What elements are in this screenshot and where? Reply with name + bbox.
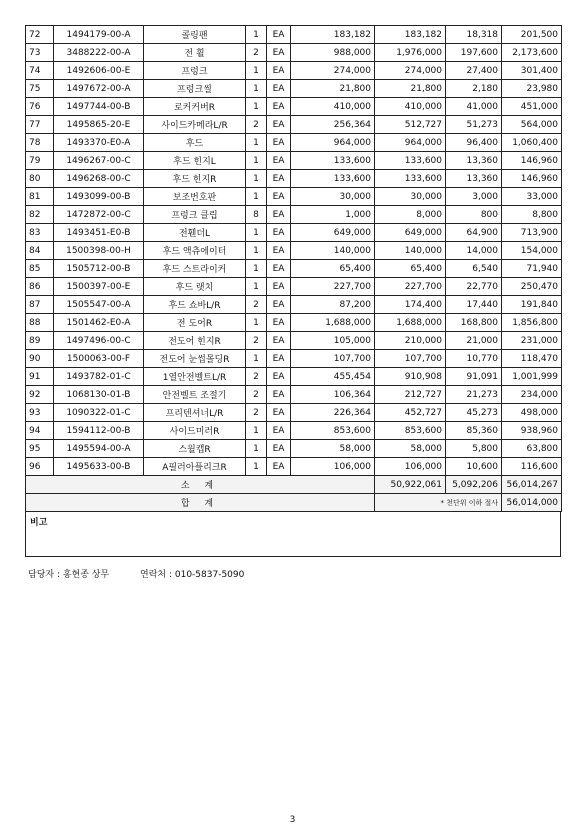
unit-price: 274,000 (291, 62, 375, 80)
quantity: 1 (246, 134, 267, 152)
row-number: 88 (26, 314, 54, 332)
quantity: 1 (246, 26, 267, 44)
table-row (26, 26, 562, 44)
rounding-note: * 천단위 이하 절사 (375, 494, 502, 512)
part-number: 1594112-00-B (54, 422, 144, 440)
quantity: 1 (246, 98, 267, 116)
row-number: 85 (26, 260, 54, 278)
quantity: 1 (246, 260, 267, 278)
unit-price: 256,364 (291, 116, 375, 134)
part-name: 사이드미러R (144, 422, 246, 440)
quantity: 1 (246, 80, 267, 98)
unit-price: 183,182 (291, 26, 375, 44)
part-number: 1505547-00-A (54, 296, 144, 314)
unit: EA (267, 242, 291, 260)
table-row (26, 368, 562, 386)
quantity: 2 (246, 386, 267, 404)
unit: EA (267, 440, 291, 458)
row-number: 94 (26, 422, 54, 440)
supply-amount: 174,400 (375, 296, 446, 314)
part-name: 후드 (144, 134, 246, 152)
quantity: 1 (246, 188, 267, 206)
table-row (26, 404, 562, 422)
unit: EA (267, 26, 291, 44)
unit-price: 227,700 (291, 278, 375, 296)
total-amount: 498,000 (502, 404, 562, 422)
total-amount: 250,470 (502, 278, 562, 296)
unit: EA (267, 188, 291, 206)
unit-price: 964,000 (291, 134, 375, 152)
row-number: 76 (26, 98, 54, 116)
quantity: 1 (246, 422, 267, 440)
subtotal-tax: 5,092,206 (446, 476, 502, 494)
quotation-sheet (25, 25, 561, 557)
table-row (26, 170, 562, 188)
table-row (26, 386, 562, 404)
part-number: 1068130-01-B (54, 386, 144, 404)
table-row (26, 314, 562, 332)
row-number: 86 (26, 278, 54, 296)
subtotal-amount: 50,922,061 (375, 476, 446, 494)
part-number: 1497496-00-C (54, 332, 144, 350)
unit-price: 107,700 (291, 350, 375, 368)
row-number: 79 (26, 152, 54, 170)
row-number: 96 (26, 458, 54, 476)
phone-number: 연락처 : 010-5837-5090 (140, 570, 245, 580)
tax-amount: 85,360 (446, 422, 502, 440)
part-number: 1472872-00-C (54, 206, 144, 224)
total-amount: 146,960 (502, 170, 562, 188)
unit: EA (267, 314, 291, 332)
supply-amount: 210,000 (375, 332, 446, 350)
part-number: 1496268-00-C (54, 170, 144, 188)
quantity: 1 (246, 62, 267, 80)
part-number: 1497672-00-A (54, 80, 144, 98)
supply-amount: 65,400 (375, 260, 446, 278)
table-row (26, 332, 562, 350)
part-number: 1500063-00-F (54, 350, 144, 368)
total-amount: 564,000 (502, 116, 562, 134)
subtotal-row (26, 476, 562, 494)
unit: EA (267, 458, 291, 476)
tax-amount: 14,000 (446, 242, 502, 260)
row-number: 74 (26, 62, 54, 80)
tax-amount: 45,273 (446, 404, 502, 422)
part-number: 1500398-00-H (54, 242, 144, 260)
total-amount: 451,000 (502, 98, 562, 116)
unit-price: 105,000 (291, 332, 375, 350)
tax-amount: 21,273 (446, 386, 502, 404)
supply-amount: 853,600 (375, 422, 446, 440)
quantity: 1 (246, 458, 267, 476)
unit: EA (267, 44, 291, 62)
tax-amount: 51,273 (446, 116, 502, 134)
supply-amount: 107,700 (375, 350, 446, 368)
quantity: 1 (246, 242, 267, 260)
table-row (26, 188, 562, 206)
unit: EA (267, 386, 291, 404)
unit-price: 455,454 (291, 368, 375, 386)
part-name: 프렁크씰 (144, 80, 246, 98)
row-number: 92 (26, 386, 54, 404)
total-amount: 146,960 (502, 152, 562, 170)
total-amount: 71,940 (502, 260, 562, 278)
quantity: 1 (246, 152, 267, 170)
row-number: 87 (26, 296, 54, 314)
unit: EA (267, 206, 291, 224)
unit-price: 106,000 (291, 458, 375, 476)
part-name: 전 도어R (144, 314, 246, 332)
part-number: 1495594-00-A (54, 440, 144, 458)
table-row (26, 296, 562, 314)
unit: EA (267, 296, 291, 314)
part-number: 1492606-00-E (54, 62, 144, 80)
contact-line (28, 567, 272, 580)
unit: EA (267, 80, 291, 98)
quantity: 1 (246, 278, 267, 296)
part-name: 전휀더L (144, 224, 246, 242)
part-name: 프리텐셔너L/R (144, 404, 246, 422)
part-name: 스윌캡R (144, 440, 246, 458)
quantity: 2 (246, 332, 267, 350)
part-name: 프렁크 (144, 62, 246, 80)
unit: EA (267, 134, 291, 152)
unit-price: 58,000 (291, 440, 375, 458)
unit-price: 133,600 (291, 170, 375, 188)
part-number: 1501462-E0-A (54, 314, 144, 332)
part-number: 1497744-00-B (54, 98, 144, 116)
unit: EA (267, 98, 291, 116)
unit-price: 140,000 (291, 242, 375, 260)
unit: EA (267, 62, 291, 80)
tax-amount: 5,800 (446, 440, 502, 458)
part-number: 1493451-E0-B (54, 224, 144, 242)
unit: EA (267, 368, 291, 386)
table-row (26, 350, 562, 368)
unit: EA (267, 152, 291, 170)
row-number: 93 (26, 404, 54, 422)
table-row (26, 224, 562, 242)
row-number: 83 (26, 224, 54, 242)
unit-price: 65,400 (291, 260, 375, 278)
unit: EA (267, 278, 291, 296)
parts-table-body (26, 26, 562, 476)
quantity: 2 (246, 44, 267, 62)
unit-price: 853,600 (291, 422, 375, 440)
part-number: 1493782-01-C (54, 368, 144, 386)
part-number: 1500397-00-E (54, 278, 144, 296)
unit: EA (267, 350, 291, 368)
part-name: 안전벨트 조절기 (144, 386, 246, 404)
part-number: 1493099-00-B (54, 188, 144, 206)
tax-amount: 3,000 (446, 188, 502, 206)
total-amount: 713,900 (502, 224, 562, 242)
tax-amount: 13,360 (446, 152, 502, 170)
part-name: A필러아플리크R (144, 458, 246, 476)
part-number: 1494179-00-A (54, 26, 144, 44)
tax-amount: 17,440 (446, 296, 502, 314)
grand-total-label: 합 계 (26, 494, 375, 512)
part-number: 3488222-00-A (54, 44, 144, 62)
supply-amount: 227,700 (375, 278, 446, 296)
parts-table (25, 25, 562, 512)
supply-amount: 21,800 (375, 80, 446, 98)
part-name: 후드 스트라이커 (144, 260, 246, 278)
supply-amount: 30,000 (375, 188, 446, 206)
total-amount: 154,000 (502, 242, 562, 260)
supply-amount: 452,727 (375, 404, 446, 422)
tax-amount: 168,800 (446, 314, 502, 332)
part-name: 전 휠 (144, 44, 246, 62)
total-amount: 116,600 (502, 458, 562, 476)
part-name: 프렁크 클립 (144, 206, 246, 224)
tax-amount: 2,180 (446, 80, 502, 98)
quantity: 8 (246, 206, 267, 224)
unit-price: 87,200 (291, 296, 375, 314)
row-number: 82 (26, 206, 54, 224)
quantity: 2 (246, 368, 267, 386)
quantity: 2 (246, 116, 267, 134)
unit-price: 21,800 (291, 80, 375, 98)
total-amount: 118,470 (502, 350, 562, 368)
quantity: 2 (246, 296, 267, 314)
row-number: 75 (26, 80, 54, 98)
total-amount: 191,840 (502, 296, 562, 314)
row-number: 77 (26, 116, 54, 134)
unit: EA (267, 116, 291, 134)
row-number: 72 (26, 26, 54, 44)
total-amount: 231,000 (502, 332, 562, 350)
remarks-label: 비고 (26, 512, 561, 557)
supply-amount: 1,688,000 (375, 314, 446, 332)
row-number: 73 (26, 44, 54, 62)
table-row (26, 116, 562, 134)
part-name: 후드 쇼바L/R (144, 296, 246, 314)
total-amount: 234,000 (502, 386, 562, 404)
part-name: 보조번호판 (144, 188, 246, 206)
total-amount: 301,400 (502, 62, 562, 80)
quantity: 1 (246, 350, 267, 368)
unit-price: 133,600 (291, 152, 375, 170)
part-name: 후드 랫치 (144, 278, 246, 296)
tax-amount: 27,400 (446, 62, 502, 80)
quantity: 1 (246, 314, 267, 332)
tax-amount: 800 (446, 206, 502, 224)
grand-total-amount: 56,014,000 (502, 494, 562, 512)
total-amount: 2,173,600 (502, 44, 562, 62)
total-amount: 63,800 (502, 440, 562, 458)
unit-price: 106,364 (291, 386, 375, 404)
unit-price: 226,364 (291, 404, 375, 422)
total-amount: 938,960 (502, 422, 562, 440)
table-row (26, 242, 562, 260)
unit-price: 1,000 (291, 206, 375, 224)
unit-price: 30,000 (291, 188, 375, 206)
unit: EA (267, 404, 291, 422)
supply-amount: 274,000 (375, 62, 446, 80)
part-number: 1495633-00-B (54, 458, 144, 476)
tax-amount: 6,540 (446, 260, 502, 278)
part-name: 전도어 눈썹몰딩R (144, 350, 246, 368)
supply-amount: 133,600 (375, 152, 446, 170)
part-number: 1090322-01-C (54, 404, 144, 422)
tax-amount: 96,400 (446, 134, 502, 152)
part-number: 1505712-00-B (54, 260, 144, 278)
subtotal-total: 56,014,267 (502, 476, 562, 494)
row-number: 90 (26, 350, 54, 368)
subtotal-label: 소 계 (26, 476, 375, 494)
remarks-box (25, 511, 561, 557)
total-amount: 33,000 (502, 188, 562, 206)
supply-amount: 106,000 (375, 458, 446, 476)
supply-amount: 8,000 (375, 206, 446, 224)
table-row (26, 152, 562, 170)
quantity: 1 (246, 440, 267, 458)
part-name: 전도어 힌지R (144, 332, 246, 350)
supply-amount: 910,908 (375, 368, 446, 386)
unit-price: 1,688,000 (291, 314, 375, 332)
total-amount: 8,800 (502, 206, 562, 224)
supply-amount: 649,000 (375, 224, 446, 242)
part-name: 콜링팬 (144, 26, 246, 44)
supply-amount: 964,000 (375, 134, 446, 152)
unit: EA (267, 170, 291, 188)
supply-amount: 133,600 (375, 170, 446, 188)
unit: EA (267, 332, 291, 350)
table-row (26, 206, 562, 224)
table-row (26, 422, 562, 440)
unit: EA (267, 422, 291, 440)
unit-price: 649,000 (291, 224, 375, 242)
row-number: 91 (26, 368, 54, 386)
row-number: 78 (26, 134, 54, 152)
row-number: 95 (26, 440, 54, 458)
quantity: 2 (246, 404, 267, 422)
tax-amount: 22,770 (446, 278, 502, 296)
tax-amount: 41,000 (446, 98, 502, 116)
total-amount: 201,500 (502, 26, 562, 44)
quantity: 1 (246, 170, 267, 188)
part-name: 1열안전벨트L/R (144, 368, 246, 386)
part-number: 1496267-00-C (54, 152, 144, 170)
table-row (26, 44, 562, 62)
part-name: 후드 힌지L (144, 152, 246, 170)
part-number: 1495865-20-E (54, 116, 144, 134)
part-name: 후드 액츄에이터 (144, 242, 246, 260)
tax-amount: 10,770 (446, 350, 502, 368)
tax-amount: 64,900 (446, 224, 502, 242)
table-row (26, 278, 562, 296)
tax-amount: 18,318 (446, 26, 502, 44)
total-amount: 1,060,400 (502, 134, 562, 152)
manager-name: 담당자 : 홍현종 상무 (28, 570, 110, 580)
total-amount: 1,001,999 (502, 368, 562, 386)
row-number: 81 (26, 188, 54, 206)
table-row (26, 260, 562, 278)
unit-price: 410,000 (291, 98, 375, 116)
tax-amount: 21,000 (446, 332, 502, 350)
row-number: 84 (26, 242, 54, 260)
tax-amount: 91,091 (446, 368, 502, 386)
part-name: 사이드카메라L/R (144, 116, 246, 134)
table-row (26, 62, 562, 80)
row-number: 89 (26, 332, 54, 350)
unit: EA (267, 224, 291, 242)
table-row (26, 458, 562, 476)
supply-amount: 512,727 (375, 116, 446, 134)
page-number: 3 (289, 815, 296, 825)
supply-amount: 410,000 (375, 98, 446, 116)
row-number: 80 (26, 170, 54, 188)
supply-amount: 58,000 (375, 440, 446, 458)
tax-amount: 10,600 (446, 458, 502, 476)
table-row (26, 98, 562, 116)
tax-amount: 197,600 (446, 44, 502, 62)
total-amount: 1,856,800 (502, 314, 562, 332)
unit-price: 988,000 (291, 44, 375, 62)
table-row (26, 440, 562, 458)
part-name: 로커커버R (144, 98, 246, 116)
table-row (26, 134, 562, 152)
supply-amount: 183,182 (375, 26, 446, 44)
part-number: 1493370-E0-A (54, 134, 144, 152)
quantity: 1 (246, 224, 267, 242)
total-amount: 23,980 (502, 80, 562, 98)
supply-amount: 140,000 (375, 242, 446, 260)
tax-amount: 13,360 (446, 170, 502, 188)
part-name: 후드 힌지R (144, 170, 246, 188)
table-row (26, 80, 562, 98)
supply-amount: 1,976,000 (375, 44, 446, 62)
unit: EA (267, 260, 291, 278)
supply-amount: 212,727 (375, 386, 446, 404)
grand-total-row (26, 494, 562, 512)
